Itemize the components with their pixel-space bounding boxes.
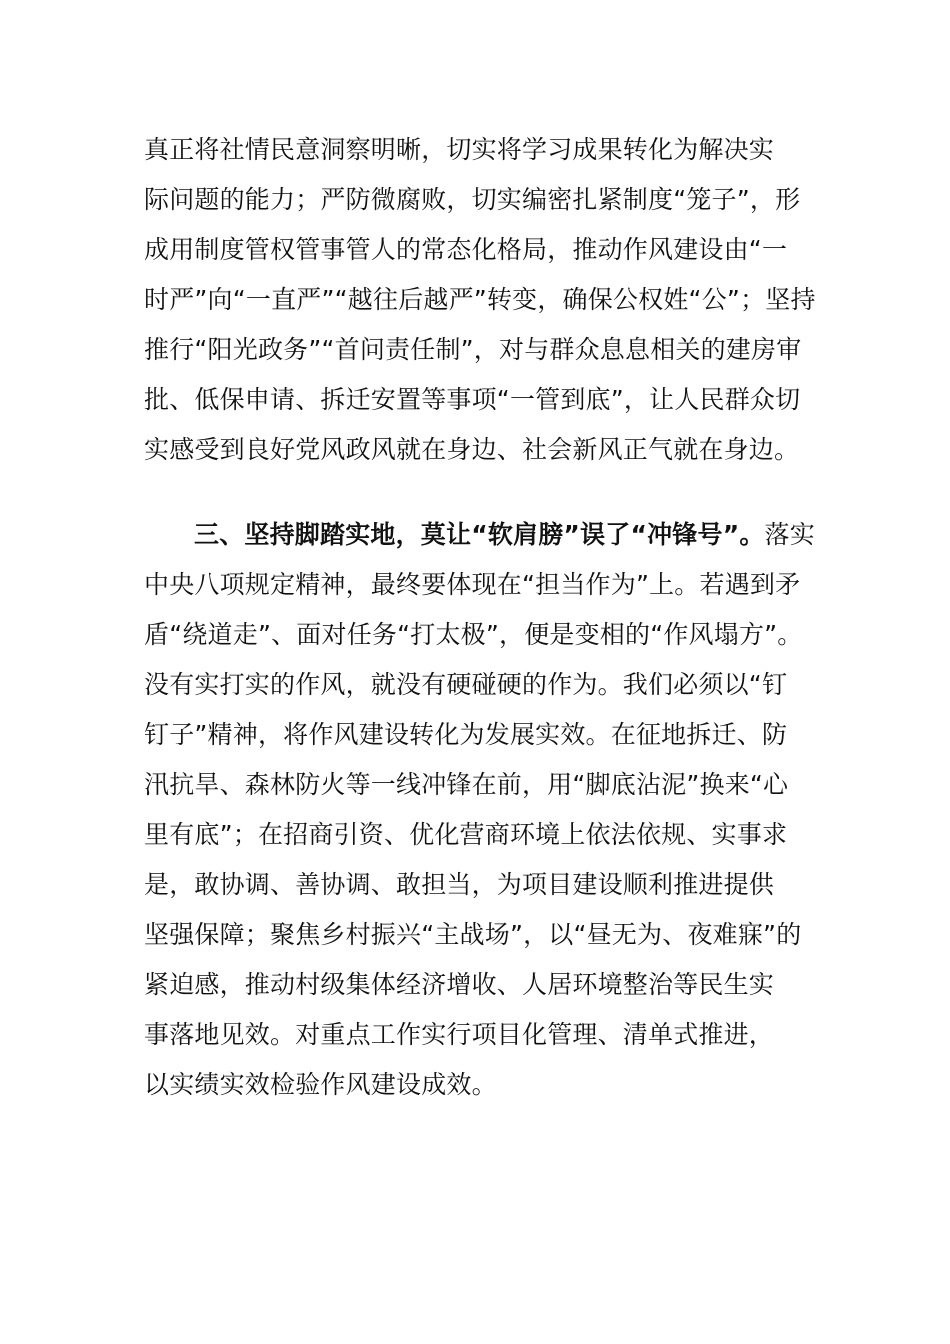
paragraph-1-line-1: 真正将社情民意洞察明晰，切实将学习成果转化为解决实 (144, 135, 775, 164)
paragraph-2-line-12: 以实绩实效检验作风建设成效。 (144, 1070, 497, 1099)
paragraph-2-line-4: 没有实打实的作风，就没有硬碰硬的作为。我们必须以“钉 (144, 670, 788, 699)
paragraph-2-line-7: 里有底”；在招商引资、优化营商环境上依法依规、实事求 (144, 820, 788, 849)
heading-trailing-text: 落实 (764, 520, 815, 549)
paragraph-1-line-3: 成用制度管权管事管人的常态化格局，推动作风建设由“一 (144, 235, 788, 264)
paragraph-1-line-2: 际问题的能力；严防微腐败，切实编密扎紧制度“笼子”，形 (144, 185, 801, 214)
paragraph-1-line-6: 批、低保申请、拆迁安置等事项“一管到底”，让人民群众切 (144, 385, 801, 414)
paragraph-1-line-7: 实感受到良好党风政风就在身边、社会新风正气就在身边。 (144, 435, 800, 464)
section-heading: 三、坚持脚踏实地，莫让“软肩膀”误了“冲锋号”。 (194, 520, 765, 549)
paragraph-1-line-5: 推行“阳光政务”“首问责任制”，对与群众息息相关的建房审 (144, 335, 802, 364)
paragraph-2-line-2: 中央八项规定精神，最终要体现在“担当作为”上。若遇到矛 (144, 570, 801, 599)
paragraph-2-line-5: 钉子”精神，将作风建设转化为发展实效。在征地拆迁、防 (144, 720, 788, 749)
paragraph-2-line-10: 紧迫感，推动村级集体经济增收、人居环境整治等民生实 (144, 970, 775, 999)
paragraph-2-line-1 (194, 510, 815, 560)
paragraph-2-line-3: 盾“绕道走”、面对任务“打太极”，便是变相的“作风塌方”。 (144, 620, 803, 649)
paragraph-2-line-9: 坚强保障；聚焦乡村振兴“主战场”，以“昼无为、夜难寐”的 (144, 920, 802, 949)
paragraph-1-line-4: 时严”向“一直严”“越往后越严”转变，确保公权姓“公”；坚持 (144, 285, 816, 314)
paragraph-2-line-6: 汛抗旱、森林防火等一线冲锋在前，用“脚底沾泥”换来“心 (144, 770, 789, 799)
paragraph-2-line-11: 事落地见效。对重点工作实行项目化管理、清单式推进， (144, 1020, 775, 1049)
paragraph-2-line-8: 是，敢协调、善协调、敢担当，为项目建设顺利推进提供 (144, 870, 775, 899)
